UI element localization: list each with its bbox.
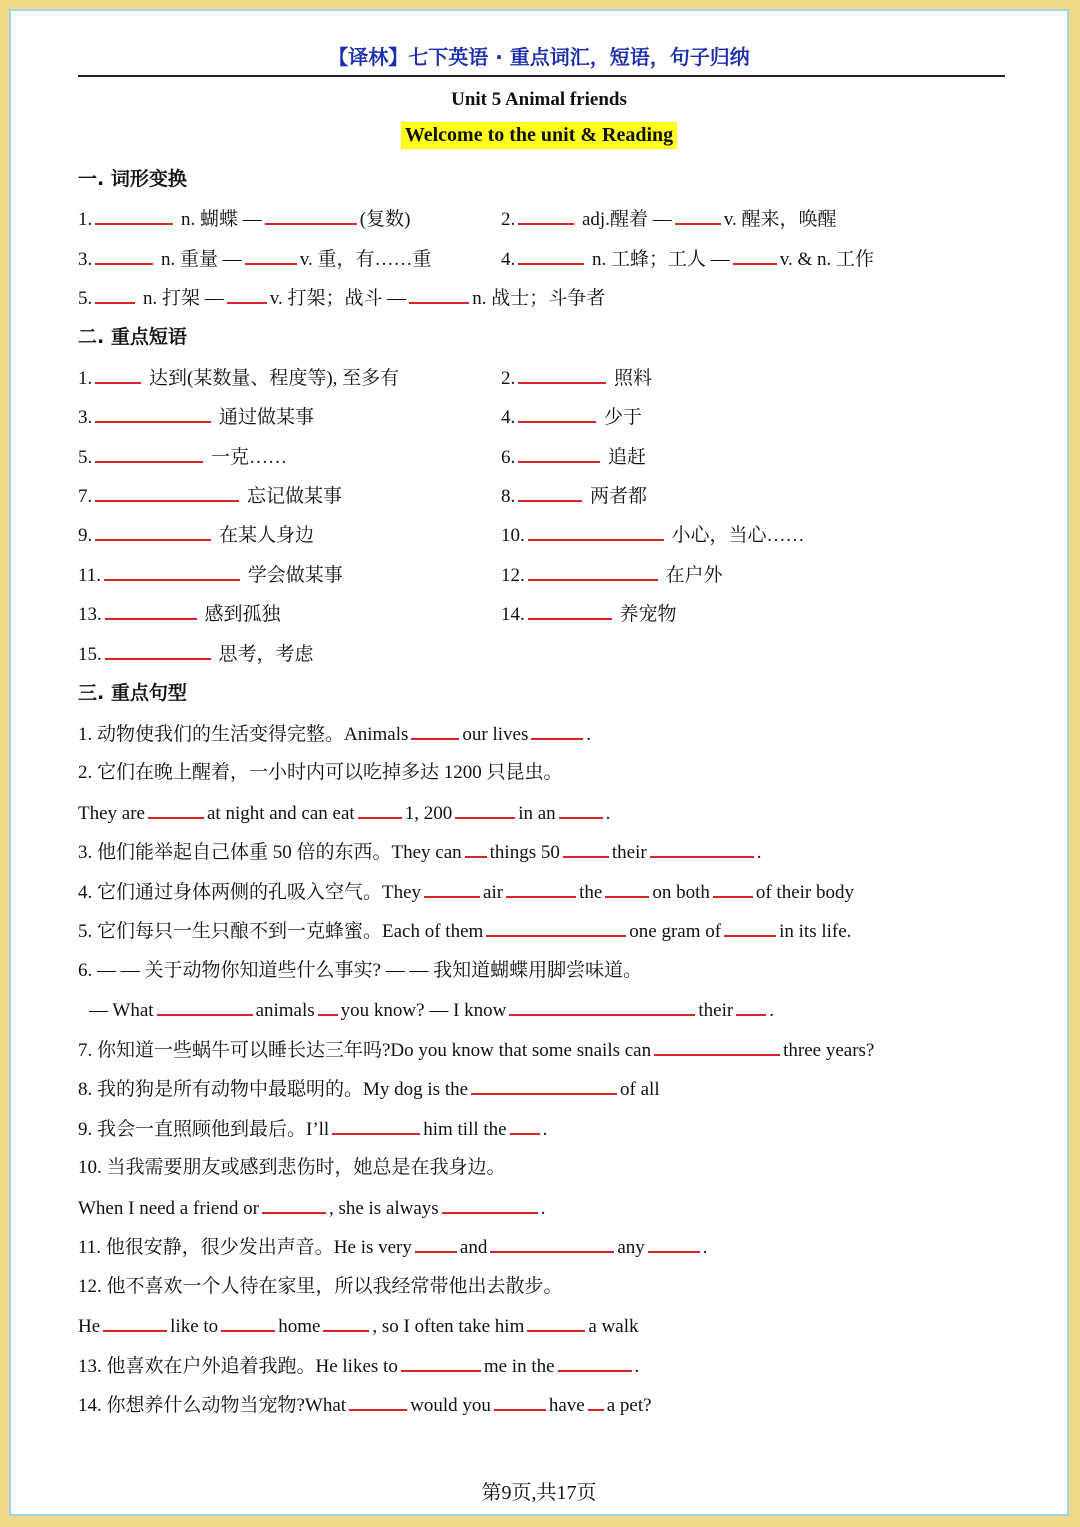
sentence-text: .	[586, 724, 592, 745]
blank[interactable]	[510, 1117, 540, 1135]
phrase-item	[78, 523, 314, 548]
blank[interactable]	[442, 1196, 538, 1214]
phrase-meaning: 追赶	[608, 447, 647, 468]
section-2-title: 二. 重点短语	[78, 326, 187, 348]
item-number: 13.	[78, 1356, 102, 1377]
sentence-item	[78, 1275, 563, 1299]
blank[interactable]	[518, 247, 584, 265]
sentence-text: things 50	[489, 842, 560, 863]
word-form-item	[501, 247, 874, 272]
item-number: 4.	[501, 249, 516, 270]
phrase-meaning: 在某人身边	[219, 525, 315, 546]
blank[interactable]	[724, 919, 776, 937]
sentence-text: 它们通过身体两侧的孔吸入空气。They	[97, 882, 422, 903]
sentence-text: 你知道一些蜗牛可以睡长达三年吗?Do you know that some snails can	[97, 1040, 652, 1061]
word-form-item	[501, 207, 837, 232]
sentence-item	[78, 1314, 639, 1339]
sentence-text: — What	[89, 1000, 154, 1021]
blank[interactable]	[424, 880, 480, 898]
item-number: 14.	[501, 604, 525, 625]
sentence-item	[78, 1038, 874, 1063]
item-number: 7.	[78, 486, 93, 507]
blank[interactable]	[713, 880, 753, 898]
phrase-meaning: 小心，当心……	[671, 525, 805, 546]
sentence-text: They are	[78, 803, 145, 824]
blank[interactable]	[465, 840, 487, 858]
blank[interactable]	[148, 801, 204, 819]
blank[interactable]	[221, 1314, 275, 1332]
item-number: 5.	[78, 921, 93, 942]
item-number: 1.	[78, 724, 93, 745]
item-number: 12.	[78, 1276, 102, 1297]
item-number: 2.	[501, 209, 516, 230]
unit-title: Unit 5 Animal friends	[451, 89, 627, 110]
sentence-text: would you	[410, 1395, 491, 1416]
sentence-item	[78, 722, 591, 747]
sentence-text: in its life.	[779, 921, 852, 942]
sentence-item	[78, 1077, 660, 1102]
item-number: 1.	[78, 368, 93, 389]
sentence-text: their	[611, 842, 647, 863]
item-number: 11.	[78, 565, 102, 586]
blank[interactable]	[654, 1038, 780, 1056]
blank[interactable]	[95, 523, 211, 541]
sentence-text: 你想养什么动物当宠物?What	[106, 1395, 347, 1416]
blank[interactable]	[95, 405, 211, 423]
phrase-item	[78, 642, 314, 667]
sentence-text: their	[698, 1000, 734, 1021]
blank[interactable]	[245, 247, 297, 265]
phrase-meaning: 照料	[614, 368, 653, 389]
phrase-item	[78, 563, 343, 588]
phrase-meaning: 忘记做某事	[247, 486, 343, 507]
sentence-text: one gram of	[629, 921, 722, 942]
section-1-title: 一. 词形变换	[78, 168, 187, 190]
phrase-meaning: 通过做某事	[219, 407, 315, 428]
sentence-text: me in the	[483, 1356, 555, 1377]
sentence-text: 它们在晚上醒着，一小时内可以吃掉多达 1200 只昆虫。	[97, 762, 563, 783]
item-number: 3.	[78, 249, 93, 270]
blank[interactable]	[95, 484, 239, 502]
sentence-item	[78, 959, 642, 983]
sentence-text: three years?	[783, 1040, 875, 1061]
sentence-item	[78, 761, 563, 785]
blank[interactable]	[733, 247, 777, 265]
phrase-meaning: 感到孤独	[204, 604, 281, 625]
blank[interactable]	[411, 722, 459, 740]
blank[interactable]	[518, 405, 596, 423]
sentence-text: 他喜欢在户外追着我跑。He likes to	[106, 1356, 398, 1377]
item-text: adj.醒着 —	[582, 209, 672, 230]
blank[interactable]	[157, 998, 253, 1016]
item-text: n. 重量 —	[161, 249, 242, 270]
phrase-item	[78, 405, 314, 430]
blank[interactable]	[531, 722, 583, 740]
blank[interactable]	[95, 366, 141, 384]
sentence-text: any	[617, 1237, 645, 1258]
sentence-text: our lives	[462, 724, 529, 745]
item-text: v. 打架；战斗 —	[269, 288, 407, 309]
sentence-text: the	[579, 882, 603, 903]
sentence-item	[78, 1156, 506, 1180]
blank[interactable]	[95, 247, 153, 265]
sentence-text: — — 关于动物你知道些什么事实? — — 我知道蝴蝶用脚尝味道。	[97, 960, 643, 981]
sentence-text: .	[756, 842, 762, 863]
word-form-item	[78, 207, 410, 232]
item-number: 4.	[501, 407, 516, 428]
word-form-item	[78, 286, 605, 311]
sentence-text: .	[605, 803, 611, 824]
item-text: (复数)	[359, 209, 411, 230]
item-text: n. 打架 —	[143, 288, 224, 309]
item-number: 9.	[78, 525, 93, 546]
header-divider	[78, 75, 1005, 77]
sentence-text: home	[278, 1316, 321, 1337]
blank[interactable]	[528, 563, 658, 581]
phrase-meaning: 学会做某事	[247, 565, 343, 586]
sentence-item	[78, 1235, 708, 1260]
sentence-text: 当我需要朋友或感到悲伤时，她总是在我身边。	[106, 1157, 506, 1178]
blank[interactable]	[518, 366, 606, 384]
sentence-item	[78, 919, 851, 944]
blank[interactable]	[563, 840, 609, 858]
item-number: 8.	[501, 486, 516, 507]
blank[interactable]	[104, 563, 240, 581]
sentence-text: at night and can eat	[206, 803, 355, 824]
item-number: 15.	[78, 644, 102, 665]
sentence-item	[78, 880, 854, 905]
blank[interactable]	[528, 602, 612, 620]
sentence-text: , so I often take him	[372, 1316, 525, 1337]
blank[interactable]	[332, 1117, 420, 1135]
item-number: 10.	[78, 1157, 102, 1178]
sentence-text: When I need a friend or	[78, 1198, 259, 1219]
blank[interactable]	[455, 801, 515, 819]
blank[interactable]	[558, 1354, 632, 1372]
sentence-text: He	[78, 1316, 101, 1337]
item-number: 5.	[78, 447, 93, 468]
item-number: 6.	[78, 960, 93, 981]
phrase-item	[501, 563, 723, 588]
item-number: 2.	[501, 368, 516, 389]
blank[interactable]	[262, 1196, 326, 1214]
sentence-text: .	[769, 1000, 774, 1021]
blank[interactable]	[675, 207, 721, 225]
sentence-item	[78, 1117, 547, 1142]
blank[interactable]	[736, 998, 766, 1016]
blank[interactable]	[527, 1314, 585, 1332]
sentence-text: 1, 200	[404, 803, 453, 824]
blank[interactable]	[650, 840, 754, 858]
blank[interactable]	[471, 1077, 617, 1095]
sentence-text: 我的狗是所有动物中最聪明的。My dog is the	[97, 1079, 469, 1100]
blank[interactable]	[509, 998, 695, 1016]
sentence-text: and	[459, 1237, 488, 1258]
phrase-item	[501, 484, 647, 509]
item-text: v. 重，有……重	[299, 249, 432, 270]
sentence-text: a walk	[588, 1316, 639, 1337]
item-number: 8.	[78, 1079, 93, 1100]
blank[interactable]	[227, 286, 267, 304]
phrase-item	[501, 366, 652, 391]
sentence-item	[78, 801, 610, 826]
blank[interactable]	[358, 801, 402, 819]
sentence-text: , she is always	[328, 1198, 439, 1219]
item-text: n. 蝴蝶 —	[181, 209, 262, 230]
phrase-item	[78, 445, 287, 470]
blank[interactable]	[494, 1393, 546, 1411]
blank[interactable]	[518, 207, 574, 225]
phrase-item	[501, 445, 646, 470]
item-text: v. & n. 工作	[779, 249, 875, 270]
phrase-meaning: 两者都	[590, 486, 648, 507]
sentence-text: 动物使我们的生活变得完整。Animals	[97, 724, 409, 745]
phrase-meaning: 在户外	[665, 565, 723, 586]
item-number: 14.	[78, 1395, 102, 1416]
sentence-text: .	[702, 1237, 708, 1258]
item-number: 6.	[501, 447, 516, 468]
sentence-text: like to	[170, 1316, 219, 1337]
blank[interactable]	[95, 286, 135, 304]
item-number: 1.	[78, 209, 93, 230]
phrase-item	[501, 602, 677, 627]
sentence-text: .	[542, 1119, 548, 1140]
sentence-text: you know?	[340, 1000, 425, 1021]
phrase-item	[78, 602, 281, 627]
sentence-text: of all	[620, 1079, 660, 1100]
sentence-text: .	[634, 1356, 640, 1377]
blank[interactable]	[486, 919, 626, 937]
blank[interactable]	[605, 880, 649, 898]
item-number: 3.	[78, 407, 93, 428]
phrase-meaning: 达到(某数量、程度等), 至多有	[149, 368, 400, 389]
item-number: 13.	[78, 604, 102, 625]
blank[interactable]	[409, 286, 469, 304]
sentence-text: 他不喜欢一个人待在家里，所以我经常带他出去散步。	[106, 1276, 563, 1297]
phrase-item	[78, 484, 342, 509]
sentence-text: 他们能举起自己体重 50 倍的东西。They can	[97, 842, 462, 863]
blank[interactable]	[323, 1314, 369, 1332]
section-subtitle: Welcome to the unit & Reading	[401, 122, 677, 149]
sentence-text: of their body	[755, 882, 854, 903]
phrase-item	[78, 366, 399, 391]
sentence-text: on both	[652, 882, 710, 903]
item-text: n. 工蜂；工人 —	[592, 249, 730, 270]
phrase-meaning: 养宠物	[619, 604, 677, 625]
blank[interactable]	[518, 484, 582, 502]
blank[interactable]	[349, 1393, 407, 1411]
section-3-title: 三. 重点句型	[78, 682, 187, 704]
sentence-item	[89, 998, 774, 1023]
blank[interactable]	[95, 445, 203, 463]
blank[interactable]	[318, 998, 338, 1016]
blank[interactable]	[518, 445, 600, 463]
sentence-text: 它们每只一生只酿不到一克蜂蜜。Each of them	[97, 921, 484, 942]
item-number: 12.	[501, 565, 525, 586]
worksheet-page	[9, 9, 1069, 1516]
sentence-item	[78, 1393, 652, 1418]
item-text: n. 战士；斗争者	[472, 288, 606, 309]
item-number: 10.	[501, 525, 525, 546]
item-number: 5.	[78, 288, 93, 309]
phrase-meaning: 少于	[604, 407, 643, 428]
header-title: 【译林】七下英语 · 重点词汇，短语，句子归纳	[328, 45, 750, 69]
phrase-item	[501, 405, 642, 430]
blank[interactable]	[490, 1235, 614, 1253]
sentence-item	[78, 1354, 639, 1379]
blank[interactable]	[415, 1235, 457, 1253]
sentence-text: have	[548, 1395, 585, 1416]
item-number: 4.	[78, 882, 93, 903]
sentence-text: 我会一直照顾他到最后。I’ll	[97, 1119, 330, 1140]
item-number: 11.	[78, 1237, 102, 1258]
blank[interactable]	[506, 880, 576, 898]
blank[interactable]	[265, 207, 357, 225]
phrase-meaning: 一克……	[211, 447, 288, 468]
blank[interactable]	[648, 1235, 700, 1253]
sentence-text: 他很安静，很少发出声音。He is very	[105, 1237, 412, 1258]
sentence-text: in an	[518, 803, 556, 824]
blank[interactable]	[401, 1354, 481, 1372]
blank[interactable]	[528, 523, 664, 541]
blank[interactable]	[559, 801, 603, 819]
sentence-item	[78, 840, 761, 865]
sentence-text: — I know	[429, 1000, 507, 1021]
sentence-text: a pet?	[606, 1395, 652, 1416]
page-number: 第9页,共17页	[481, 1482, 597, 1504]
blank[interactable]	[103, 1314, 167, 1332]
item-number: 3.	[78, 842, 93, 863]
sentence-text: animals	[255, 1000, 315, 1021]
blank[interactable]	[588, 1393, 604, 1411]
sentence-text: air	[483, 882, 504, 903]
sentence-text: .	[540, 1198, 546, 1219]
blank[interactable]	[105, 642, 211, 660]
blank[interactable]	[95, 207, 173, 225]
phrase-item	[501, 523, 805, 548]
item-number: 2.	[78, 762, 93, 783]
word-form-item	[78, 247, 432, 272]
phrase-meaning: 思考，考虑	[218, 644, 314, 665]
sentence-item	[78, 1196, 545, 1221]
item-number: 9.	[78, 1119, 93, 1140]
item-text: v. 醒来，唤醒	[723, 209, 837, 230]
sentence-text: him till the	[423, 1119, 507, 1140]
blank[interactable]	[105, 602, 197, 620]
item-number: 7.	[78, 1040, 93, 1061]
